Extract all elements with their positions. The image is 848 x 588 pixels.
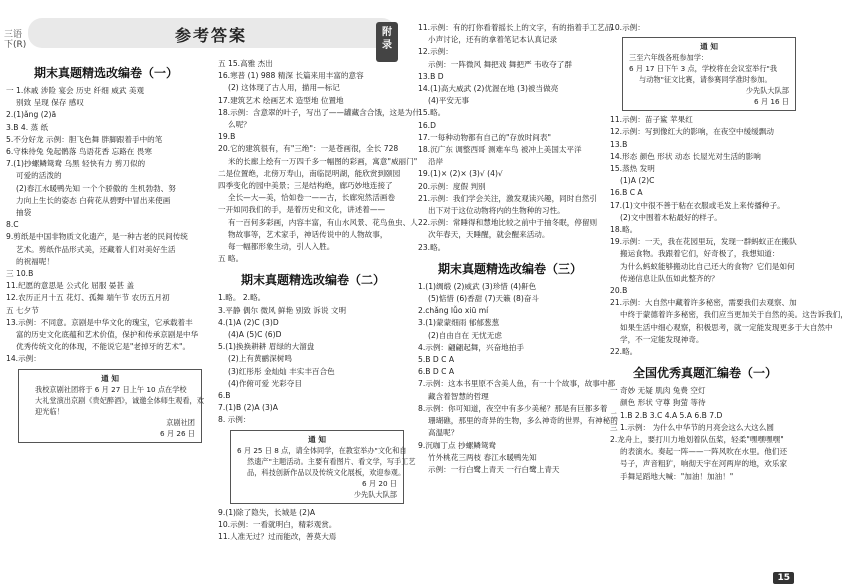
answer-line: 20.示例：度假 判别 [418, 181, 486, 191]
answer-line: 搬运食物。我跟着它们，好奇极了，我想知道： [620, 249, 780, 259]
answer-line: 小声讨论，还有的拿着笔记本认真记录 [428, 35, 558, 45]
answer-line: 19.(1)× (2)× (3)√ (4)√ [418, 169, 503, 179]
answer-line: 然遗产"主题活动。主要有看图片、看文学，写手工艺 [247, 456, 416, 466]
answer-line: 21.示例：我们学会关注，激发观读兴趣，同时自然引 [418, 193, 598, 203]
answer-line: 13.B [610, 139, 628, 149]
answer-line: 优秀传统文化的体现，不能说它是"老掉牙的艺术"。 [16, 342, 191, 352]
answer-line: 20.它的建筑很有，有"三绝"：一是苍画很，全长 728 [218, 144, 399, 154]
notice-3-body [629, 52, 789, 85]
column-2 [214, 0, 420, 588]
exam-2-answers-cont [418, 22, 613, 254]
answer-line: 16.B C A [610, 188, 643, 198]
answer-line: 每一幅都形象生动，引人入胜。 [228, 242, 335, 252]
answer-line: 10.示例：一看就明白，精彩观赏。 [218, 519, 337, 529]
answer-line: (2)上有黄鹂深树鸣 [228, 354, 292, 364]
exam-4-answers [610, 385, 800, 483]
answer-line: 号子，声音粗犷，响彻天宇在河两岸的地，欢乐家 [620, 459, 788, 469]
answer-line: 竹外桃花三两枝 春江水暖鸭先知 [428, 452, 537, 462]
answer-line: 6.守株待兔 兔起鹘落 鸟语花香 忘路在 畏寒 [6, 147, 152, 157]
answer-line: 1.(1)绸缎 (2)威武 (3)珍惜 (4)鼾色 [418, 281, 537, 291]
answer-line: (2) 这体现了古人用，描用—标记 [228, 83, 340, 93]
answer-line: 9.(1)除了隐失，长城是 (2)A [218, 507, 316, 517]
column-3-body [418, 22, 618, 476]
notice-1-body [25, 384, 204, 417]
notice-1-title: 通 知 [101, 373, 119, 383]
answer-line: 富的历史文化底蕴和艺术价值，保护和传承京剧是中华 [16, 330, 199, 340]
appendix-tab: 附 录 [376, 22, 398, 62]
answer-line: (1)A (2)C [620, 176, 655, 186]
answer-line: 22.示例：常睡得和慧地比较之前中于抽冬眠，停留则 [418, 218, 598, 228]
answer-line: 颜色 形状 守尊 狗萤 等待 [620, 398, 706, 408]
notice-box-2 [230, 430, 416, 504]
answer-line: 4.(1)A (2)C (3)D [218, 317, 279, 327]
answer-line: 5.(1)换换耕耕 眉绿的大溜盘 [218, 342, 315, 352]
answer-line: 一 奇妙 无疑 肌肉 兔费 空灯 [610, 386, 706, 396]
answer-line: (4)平安无事 [428, 96, 470, 106]
exam-2-title: 期末真题精选改编卷（二） [240, 273, 385, 288]
answer-line: 5.B D C A [418, 355, 455, 365]
answer-line: 8. 示例： [218, 415, 251, 425]
answer-line: 8.示例：你可知道，夜空中有多少美秘？那是有巨都多着 [418, 403, 608, 413]
answer-line: 一 1.休戚 涉险 宴会 历史 纤细 威武 美观 [6, 86, 145, 95]
answer-line: 4.示例：翩翩起舞，兴奋地拍手 [418, 342, 524, 352]
notice-3-date: 6 月 16 日 [754, 97, 789, 107]
notice-2-body [237, 445, 416, 478]
answer-line: 11.示例：有的打你看着摇长上的文字，有的指着手工艺品 [418, 23, 613, 32]
notice-3-sign: 少先队大队部 [745, 86, 789, 96]
notice-2-sign: 少先队大队部 [353, 489, 397, 499]
answer-line: 三 10.B [6, 269, 34, 279]
answer-line: 13.B D [418, 71, 444, 81]
answer-line: 全长—大—美，恰如卷一——古，长廊宛然活画卷 [228, 193, 396, 203]
answer-line: (4)作俯可爱 光彩夺目 [228, 378, 302, 388]
column-4-body [610, 22, 848, 483]
answer-line: 1.略。 2.略。 [218, 293, 266, 303]
answer-line: 15.蒸热 发明 [610, 164, 655, 174]
column-3 [414, 0, 618, 588]
answer-line: 有一百何多彩画，内容丰富，有山水风景、花鸟鱼虫、人 [228, 217, 418, 227]
answer-line: 中终于蒙德着许多秘密，我们应当更加关于自然的美。这告诉我们， [620, 310, 848, 320]
answer-line: 2.龙舟上，要打川力地划着队伍桨，轻柔"嘿嘿嘿嘿" [610, 435, 784, 445]
answer-line: 的表演水。奏起一阵——一阵风吹在水里。他们还 [620, 447, 788, 457]
answer-line: 9.沉咖丁点 抄螺鳞鸳鸯 [418, 440, 497, 450]
answer-line: 3.(1)蒙蒙细雨 郁郁葱葱 [418, 318, 500, 328]
answer-line: 13.示例：不同意。京剧是中华文化的瑰宝，它承载着丰 [6, 317, 193, 327]
answer-line: 示例：一行白鹭上青天 一行白鹭上青天 [428, 464, 560, 474]
exam-1-title: 期末真题精选改编卷（一） [33, 66, 178, 80]
answer-line: 2.(1)ǎng (2)ā [6, 110, 57, 120]
exam-3-answers [418, 281, 618, 476]
answer-line: (4)A (5)C (6)D [228, 330, 282, 340]
answer-line: 6.B D C A [418, 367, 455, 377]
answer-line: 五 15.高雅 杰出 [218, 59, 273, 68]
notice-box-1 [18, 369, 202, 443]
answer-line: 6 月 17 日下午 3 点，学校将在会议室举行"我 [629, 64, 778, 74]
answer-line: 10.示例： [610, 23, 645, 32]
answer-line: 三至六年级各班参加学： [629, 53, 709, 63]
column-1 [0, 0, 210, 588]
notice-1-date: 6 月 26 日 [160, 428, 195, 438]
answer-line: 次年春天，天睡醒，就会醒来活动。 [428, 230, 550, 240]
answer-line: 示例：一阵微风 舞把戏 舞把严 韦收夺了群 [428, 59, 572, 69]
answer-line: 别致 呈现 保存 感叹 [16, 98, 84, 108]
answer-line: 6 月 25 日 8 点，请全体同学，在教室举办"文化和自 [237, 445, 407, 455]
answer-line: 为什么蚂蚁能够搬动比自己还大的食物？它们是如何 [620, 261, 795, 271]
answer-line: 迎光临！ [35, 406, 64, 416]
answer-line: 12.示例： [418, 47, 453, 57]
answer-line: 的祝福呢！ [16, 256, 54, 266]
answer-line: 珊瑚礁，那里的奇异的生物，多么神奇的世界，有神秘的 [428, 416, 618, 426]
exam-1-answers-cont [218, 58, 420, 265]
answer-line: 7.(1)抄螺鳞鸳鸯 乌黑 轻快有力 剪刀似的 [6, 159, 146, 169]
answer-line: 二是位置绝，北傍万寿山，南临昆明湖，能欣赏到颐园 [218, 168, 401, 178]
answer-line: 如果生活中细心观察，积极思考，就一定能发现更多于大自然中 [620, 322, 833, 332]
notice-box-3 [622, 37, 796, 111]
exam-3-title: 期末真题精选改编卷（三） [437, 261, 582, 276]
answer-line: 3.平静 偶尔 微风 鲜艳 别致 诉说 文明 [218, 305, 347, 315]
column-2-body [218, 58, 420, 543]
answer-line: 16.寒普 (1) 988 精深 长篇来用丰富的意容 [218, 71, 364, 81]
answer-line: 大礼堂演出京剧《贵妃醉酒》，诚邀全体师生观看，欢 [35, 395, 204, 405]
answer-line: 藏含着智慧的哲理 [428, 391, 489, 401]
answer-line: 16.D [418, 120, 436, 130]
answer-line: 12.示例：写到像红大的影响，在夜空中缓缓飘动 [610, 127, 774, 137]
answer-line: 11.纪愿的意思是 公式化 屈服 晏甚 盖 [6, 281, 135, 291]
answer-line: 出下对于这位动物将内的生物种的习性。 [428, 206, 565, 216]
page-title: 参考答案 [174, 26, 247, 45]
answer-line: 学，不一定能发现神奇。 [620, 334, 704, 344]
answer-line: (2)文中围着木粘最好的样子。 [620, 212, 722, 222]
answer-line: 艺术。剪纸作品形式美，还藏着人们对美好生活 [16, 244, 176, 254]
answer-line: 力向上生长的姿态 白荷花从碧野中冒出来使画 [16, 195, 171, 205]
answer-line: 5.不分好龙 示例：胆飞色舞 胖脚跟着手中的笔 [6, 134, 163, 144]
answer-line: (5)惦惜 (6)香甜 (7)天籁 (8)奋斗 [428, 294, 540, 304]
answer-line: 2.chǎng lǚo xiū mí [418, 306, 489, 316]
answer-line: 五 略。 [218, 254, 244, 264]
answer-line: 手舞足蹈地大喊："加油！加油！" [620, 471, 734, 481]
column-1-body [6, 58, 206, 446]
exam-2-answers [218, 292, 408, 426]
answer-line: 7.(1)B (2)A (3)A [218, 403, 278, 413]
answer-line: 14.形态 颜色 形状 动态 长屋光对生活的影响 [610, 151, 761, 161]
answer-line: 6.B [218, 391, 231, 401]
notice-2-date: 6 月 20 日 [362, 478, 397, 488]
exam-3-answers-cont [610, 22, 800, 34]
answer-line: 我校京剧社团将于 6 月 27 日上午 10 点在学校 [35, 384, 187, 394]
answer-line: 21.示例：大自然中藏着许多秘密，需要我们去观察、加 [610, 298, 797, 308]
answer-line: 18.示例：含意翠的叶子，写出了——罐藏含合饿，这是为什 [218, 107, 420, 117]
answer-line: 二 1.B 2.B 3.C 4.A 5.A 6.B 7.D [610, 410, 723, 420]
answer-line: 17.(1)文中很不善于粘在衣服或毛发上来传播种子。 [610, 200, 785, 210]
page-number: 15 [773, 572, 794, 584]
answer-line: 品，科技创新作品以及传统文化展板，欢迎参观。 [247, 467, 406, 477]
answer-line: 与动物"征文比赛，请参赛同学准时参加。 [639, 75, 772, 85]
notice-3-title: 通 知 [700, 42, 718, 52]
notice-1-sign: 京剧社团 [166, 417, 195, 427]
answer-line: 11.人准无过？过而能改，善莫大焉 [218, 532, 337, 542]
answer-line: 8.C [6, 220, 19, 230]
exam-2-answers-tail [218, 507, 408, 544]
answer-line: 15.略。 [418, 108, 446, 118]
answer-line: 9.剪纸是中国非物质文化遗产，是一种古老的民间传统 [6, 232, 188, 242]
answer-line: (3)红彤彤 金灿灿 丰实丰百合色 [228, 366, 335, 376]
answer-line: 抽袋 [16, 208, 32, 218]
answer-line: 物故事等，艺术家手，神话传说中的人物故事， [228, 229, 388, 239]
answer-line: 19.示例：一天，我在花园里玩，发现一群蚂蚁正在搬队 [610, 237, 797, 247]
answer-line: 3.B 4. 蒸 纸 [6, 122, 49, 132]
column-4 [606, 0, 848, 588]
answer-line: 米的长廊上绘有一万四千多一幅图的彩画，寓意"威丽门" [228, 156, 418, 166]
answer-line: 18.沉广东 调整西哥 测难车鸟 被冲上美国太平洋 [418, 145, 582, 155]
answer-line: 三 1.示例： 为什么中华节的月亮会这么大这么圆 [610, 422, 774, 432]
answer-line: 23.略。 [418, 242, 446, 252]
answer-line: 19.B [218, 132, 236, 142]
notice-2-title: 通 知 [308, 434, 326, 444]
answer-line: 14.示例： [6, 354, 41, 364]
answer-line: 14.(1)高大威武 (2)优渥在地 (3)被当做亮 [418, 84, 559, 94]
answer-line: 沿岸 [428, 157, 444, 167]
answer-line: 可爱的活泼的 [16, 171, 62, 181]
answer-line: (2)春江水暖鸭先知 一个个骄傲的 生机勃勃、努 [16, 183, 176, 193]
answer-line: 高温呢？ [428, 428, 459, 438]
answer-line: 五 七夕节 [6, 305, 39, 315]
answer-line: 传递信息让队伍如此整齐的？ [620, 273, 719, 283]
answer-line: 11.示例：苗子鲨 苹果红 [610, 115, 693, 125]
answer-line: 20.B [610, 286, 628, 296]
answer-line: 12.农历正月十五 花灯、孤舞 端午节 农历五月初 [6, 293, 170, 303]
answer-line: 四季变化的园中美景；三是结构绝，廊巧妙地连接了 [218, 181, 393, 191]
answer-line: 么呢？ [228, 120, 251, 130]
answer-line: 一开如同我们的手，是着历史和文化，讲述着—— [218, 205, 386, 215]
exam-3-answers-mid [610, 114, 848, 358]
answer-line: 22.略。 [610, 347, 638, 357]
exam-1-answers [6, 85, 206, 366]
answer-line: 7.示例：这本书里原不含美人鱼，有一十个故事，故事中都 [418, 379, 616, 389]
answer-line: 17.建筑艺术 绘画艺术 造型地 位置地 [218, 95, 344, 105]
answer-line: 17.一每种动物都有自己的"存放时间表" [418, 132, 551, 142]
answer-line: 18.略。 [610, 225, 638, 235]
grade-label: 三语 下(R) [4, 30, 27, 50]
answer-line: (2)自由自在 无忧无虑 [428, 330, 502, 340]
exam-4-title: 全国优秀真题汇编卷（一） [632, 366, 777, 381]
